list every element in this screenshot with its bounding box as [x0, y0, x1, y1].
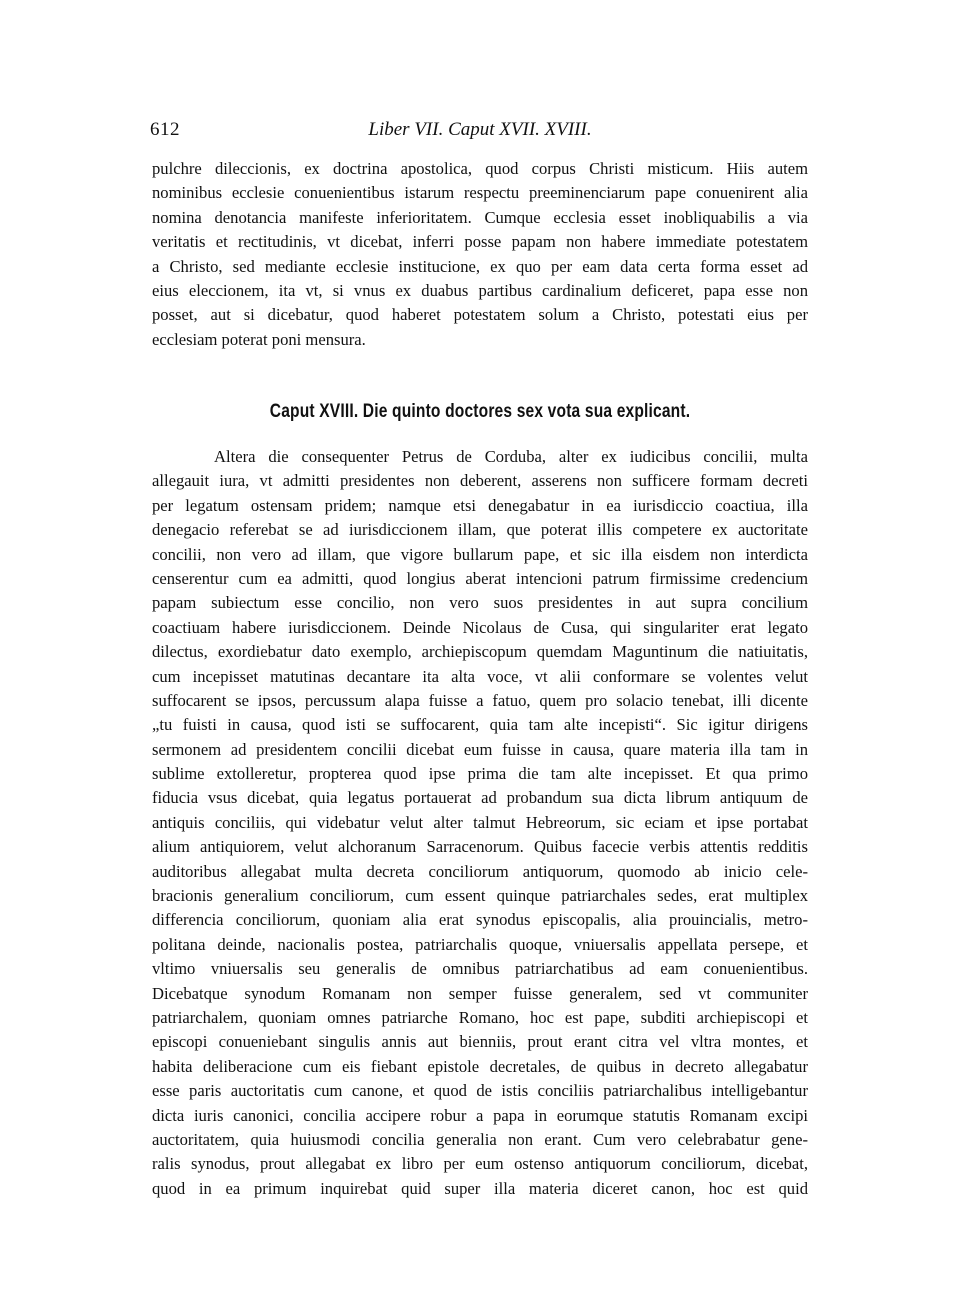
- text-line: „tu fuisti in causa, quod isti se suffocarent, quia tam alte incepisti“. Sic igitur dirigens: [152, 715, 808, 735]
- running-title: Liber VII. Caput XVII. XVIII.: [368, 119, 592, 140]
- text-line: coactiuam habere iurisdiccionem. Deinde Nicolaus de Cusa, qui singulariter erat legato: [152, 617, 808, 637]
- text-line: suffocarent se ipsos, percussum alapa fuisse a fatuo, quem pro solacio tenebat, illi dicente: [152, 690, 808, 710]
- text-line: a Christo, sed mediante ecclesie institucione, ex quo per eam data certa forma esset ad: [152, 256, 808, 276]
- text-line: esse paris auctoritatis cum canone, et quod de istis conciliis patriarchalibus intelligebantur: [152, 1081, 808, 1101]
- text-line: posset, aut si dicebatur, quod haberet potestatem solum a Christo, potestati eius per: [152, 305, 808, 325]
- text-line: sublime extolleretur, propterea quod ipse prima die tam alte incepisset. Et qua primo: [152, 764, 808, 784]
- page-number: 612: [150, 119, 180, 140]
- text-line: Dicebatque synodum Romanam non semper fuisse generalem, sed vt communiter: [152, 983, 808, 1003]
- text-line: politana deinde, nacionalis postea, patriarchalis quoque, vniuersalis appellata persepe, et: [152, 934, 808, 954]
- text-line: quod in ea primum inquirebat quid super illa materia diceret canon, hoc est quid: [152, 1178, 808, 1198]
- text-line: ralis synodus, prout allegabat ex libro per eum ostenso antiquorum conciliorum, dicebat,: [152, 1154, 808, 1174]
- text-line: denegacio referebat se ad iurisdiccionem illam, que poterat illis competere ex auctoritate: [152, 520, 808, 540]
- text-line: nominibus ecclesie conuenientibus istarum respectu preeminenciarum pape conuenirent alia: [152, 183, 808, 203]
- continuation-paragraph: [152, 157, 808, 352]
- text-line: vltimo vniuersalis seu generalis de omnibus patriarchatibus ad eam conuenientibus.: [152, 959, 808, 979]
- text-line: allegauit iura, vt admitti presidentes non deberent, asserens non sufficere formam decreti: [152, 471, 808, 491]
- text-line: auditoribus allegabat multa decreta conciliorum antiquorum, quomodo ab inicio cele-: [152, 861, 808, 881]
- text-line: dilectus, exordiebatur dato exemplo, archiepiscopum quemdam Maguntinum die natiuitatis,: [152, 642, 808, 662]
- text-line: habita deliberacione cum eis fiebant epistole decretales, de quibus in decreto allegabatur: [152, 1056, 808, 1076]
- text-line: Altera die consequenter Petrus de Corduba, alter ex iudicibus concilii, multa: [214, 447, 808, 466]
- text-line: differencia conciliorum, quoniam alia erat synodus episcopalis, alia prouincialis, metro-: [152, 910, 808, 930]
- text-line: bracionis generalium conciliorum, cum essent quinque patriarchales sedes, erat multiplex: [152, 886, 808, 906]
- text-line: auctoritatem, quia huiusmodi concilia generalia non erant. Cum vero celebrabatur gene-: [152, 1129, 808, 1149]
- text-line: episcopi conueniebant singulis annis aut bienniis, prout erant citra vel vltra montes, et: [152, 1032, 808, 1052]
- text-line: veritatis et rectitudinis, vt dicebat, inferri posse papam non habere immediate potestatem: [152, 232, 808, 252]
- text-line: per legatum ostensam pridem; namque etsi denegabatur in ea iurisdiccio coactiua, illa: [152, 495, 808, 515]
- chapter-paragraph: [152, 445, 808, 1201]
- chapter-heading: Caput XVIII. Die quinto doctores sex vota sua explicant.: [269, 401, 691, 422]
- text-line: ecclesiam poterat poni mensura.: [152, 329, 366, 349]
- text-line: alium antiquiorem, velut alchoranum Sarracenorum. Quibus facecie verbis attentis redditis: [152, 837, 808, 857]
- text-line: patriarchalem, quoniam omnes patriarche Romano, hoc est pape, subditi archiepiscopi et: [152, 1007, 808, 1027]
- text-line: censerentur cum ea admitti, quod longius aberat intencioni patrum firmissime credencium: [152, 568, 808, 588]
- text-line: nomina denotancia manifeste inferioritatem. Cumque ecclesia esset inobliquabilis a via: [152, 207, 808, 227]
- text-line: cum incepisset matutinas decantare ita alta voce, vt alii conformare se volentes velut: [152, 666, 808, 686]
- text-line: papam subiectum esse concilio, non vero suos presidentes in aut supra concilium: [152, 593, 808, 613]
- text-line: fiducia vsus dicebat, quia legatus portauerat ad probandum sua dicta librum antiquum de: [152, 788, 808, 808]
- text-line: eius eleccionem, ita vt, si vnus ex duabus partibus cardinalium deficeret, papa esse non: [152, 280, 808, 300]
- text-line: dicta iuris canonici, concilia accipere robur a papa in eorumque statutis Romanam excipi: [152, 1105, 808, 1125]
- text-line: sermonem ad presidentem concilii dicebat eum fuisse in causa, quare materia illa tam in: [152, 739, 808, 759]
- text-line: concilii, non vero ad illam, que vigore bullarum pape, et sic illa eisdem non interdicta: [152, 544, 808, 564]
- text-line: antiquis conciliis, qui videbatur velut alter talmut Hebreorum, sic eciam et ipse portabat: [152, 812, 808, 832]
- text-line: pulchre dileccionis, ex doctrina apostolica, quod corpus Christi misticum. Hiis autem: [152, 159, 808, 178]
